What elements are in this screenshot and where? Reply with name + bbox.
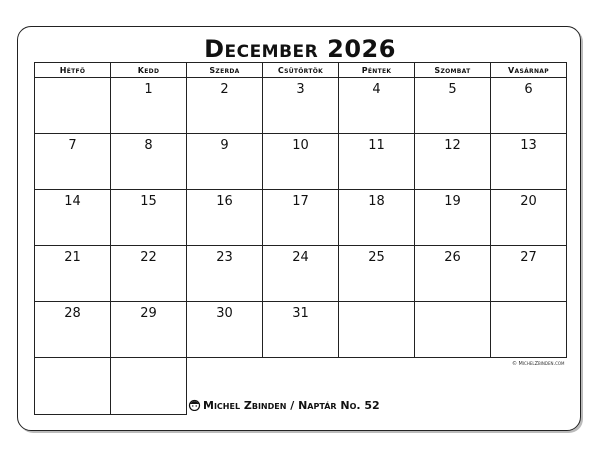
day-number: 19 (444, 194, 461, 209)
day-cell (35, 134, 111, 190)
day-number: 7 (68, 138, 77, 153)
day-cell (415, 190, 491, 246)
week-row (35, 190, 567, 246)
day-number: 2 (220, 82, 229, 97)
face-icon (188, 399, 201, 411)
week-row (35, 302, 567, 358)
day-number: 14 (64, 194, 81, 209)
day-cell (187, 134, 263, 190)
day-cell (35, 246, 111, 302)
brand-line (188, 399, 380, 412)
day-number: 16 (216, 194, 233, 209)
day-number: 11 (368, 138, 385, 153)
day-number: 6 (524, 82, 533, 97)
day-cell (339, 78, 415, 134)
day-cell (187, 246, 263, 302)
day-cell (415, 78, 491, 134)
day-cell (339, 302, 415, 358)
day-cell (263, 302, 339, 358)
day-number: 31 (292, 306, 309, 321)
day-number: 23 (216, 250, 233, 265)
footer-cell (187, 358, 567, 415)
copyright-credit: © MichelZbinden.com (511, 361, 565, 367)
weekday-friday: Péntek (339, 63, 415, 78)
day-number: 17 (292, 194, 309, 209)
day-cell (111, 246, 187, 302)
day-number: 1 (144, 82, 153, 97)
day-number: 15 (140, 194, 157, 209)
day-cell (263, 190, 339, 246)
weekday-saturday: Szombat (415, 63, 491, 78)
day-cell (263, 78, 339, 134)
day-number: 10 (292, 138, 309, 153)
week-row (35, 246, 567, 302)
day-number: 22 (140, 250, 157, 265)
brand-text: Michel Zbinden / Naptár No. 52 (203, 398, 380, 412)
day-cell (187, 302, 263, 358)
day-cell (35, 302, 111, 358)
day-cell (415, 246, 491, 302)
day-cell (263, 246, 339, 302)
page-title: December 2026 (204, 35, 396, 63)
day-cell (187, 78, 263, 134)
day-number: 30 (216, 306, 233, 321)
weekday-thursday: Csütörtök (263, 63, 339, 78)
day-number: 12 (444, 138, 461, 153)
day-cell (415, 134, 491, 190)
day-cell (491, 190, 567, 246)
day-number: 18 (368, 194, 385, 209)
day-number: 13 (520, 138, 537, 153)
day-number: 26 (444, 250, 461, 265)
day-number: 25 (368, 250, 385, 265)
day-number: 24 (292, 250, 309, 265)
day-number: 5 (448, 82, 457, 97)
weekday-sunday: Vasárnap (491, 63, 567, 78)
notes-row (35, 358, 567, 415)
day-cell (339, 134, 415, 190)
day-number: 21 (64, 250, 81, 265)
day-number: 28 (64, 306, 81, 321)
day-cell (35, 190, 111, 246)
day-cell (491, 246, 567, 302)
blank-cell (35, 358, 111, 415)
day-number: 27 (520, 250, 537, 265)
day-cell (491, 78, 567, 134)
day-cell (339, 246, 415, 302)
day-cell (491, 134, 567, 190)
day-cell (415, 302, 491, 358)
weekday-wednesday: Szerda (187, 63, 263, 78)
day-cell (263, 134, 339, 190)
day-cell (111, 134, 187, 190)
weekday-monday: Hétfő (35, 63, 111, 78)
day-number: 8 (144, 138, 153, 153)
week-row (35, 134, 567, 190)
day-cell (339, 190, 415, 246)
day-number: 20 (520, 194, 537, 209)
day-cell (111, 78, 187, 134)
week-row (35, 78, 567, 134)
day-number: 9 (220, 138, 229, 153)
weekday-header-row (35, 63, 567, 78)
day-number: 4 (372, 82, 381, 97)
day-number: 3 (296, 82, 305, 97)
weekday-tuesday: Kedd (111, 63, 187, 78)
day-cell (111, 302, 187, 358)
day-cell (187, 190, 263, 246)
day-number: 29 (140, 306, 157, 321)
day-cell (111, 190, 187, 246)
calendar-grid (34, 62, 567, 415)
day-cell (35, 78, 111, 134)
day-cell (491, 302, 567, 358)
blank-cell (111, 358, 187, 415)
